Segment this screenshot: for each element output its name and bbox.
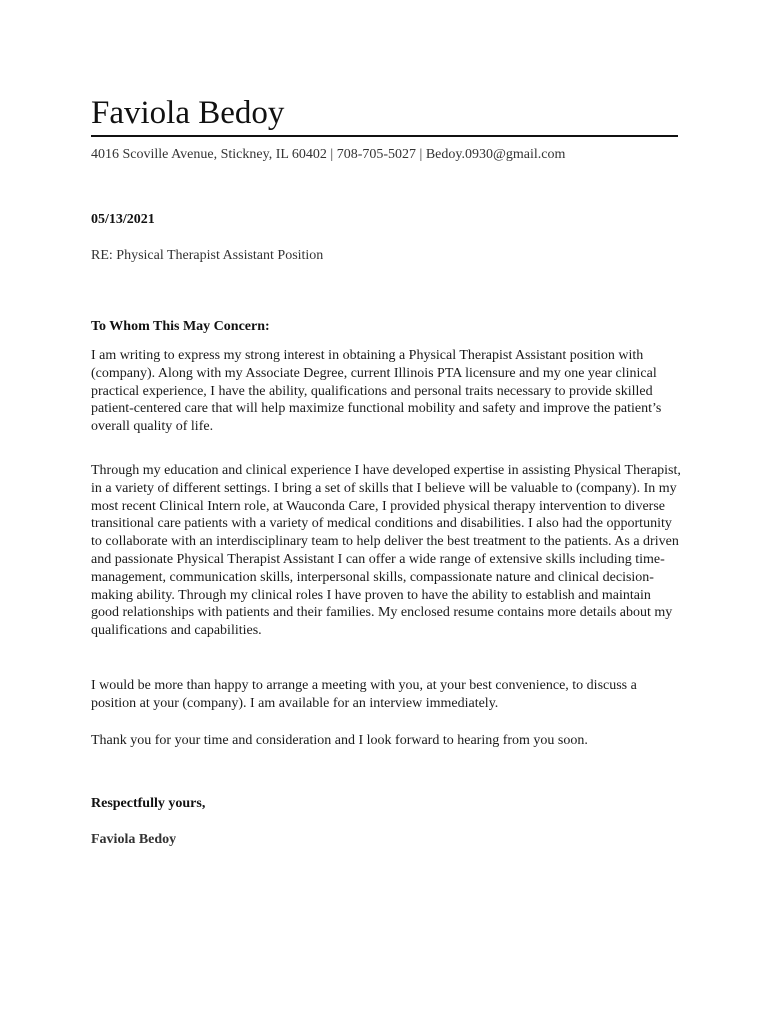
closing: Respectfully yours, bbox=[91, 796, 206, 811]
sender-name: Faviola Bedoy bbox=[91, 95, 285, 131]
body-paragraph-3: I would be more than happy to arrange a meeting with you, at your best convenience, to discuss a position at your (company). I am available for an interview immediately. bbox=[91, 678, 637, 711]
body-paragraph-4: Thank you for your time and consideration and I look forward to hearing from you soon. bbox=[91, 733, 588, 748]
subject-line: RE: Physical Therapist Assistant Position bbox=[91, 248, 324, 263]
salutation: To Whom This May Concern: bbox=[91, 319, 270, 334]
header-divider bbox=[91, 135, 678, 137]
contact-info: 4016 Scoville Avenue, Stickney, IL 60402 | 708-705-5027 | Bedoy.0930@gmail.com bbox=[91, 147, 566, 162]
body-paragraph-1: I am writing to express my strong interest in obtaining a Physical Therapist Assistant position with (company). Along with my Associate Degree, current Illinois PTA licensure and my one year clinical practical experience, I have the ability, qualifications and personal traits necessary to provide skilled patient-centered care that will help maximize functional mobility and safety and improve the patient’s overall quality of life. bbox=[91, 348, 662, 435]
body-paragraph-2: Through my education and clinical experience I have developed expertise in assisting Physical Therapist, in a variety of different settings. I bring a set of skills that I believe will be valuable to (company). In my most recent Clinical Intern role, at Wauconda Care, I provided physical therapy intervention to diverse transitional care patients with a variety of medical conditions and disabilities. I also had the opportunity to collaborate with an interdisciplinary team to help deliver the best treatment to the patients. As a driven and passionate Physical Therapist Assistant I can offer a wide range of extensive skills including time-management, communication skills, interpersonal skills, compassionate nature and clinical decision-making ability. Through my clinical roles I have proven to have the ability to establish and maintain good relationships with patients and their families. My enclosed resume contains more details about my qualifications and capabilities. bbox=[91, 463, 681, 639]
letter-date: 05/13/2021 bbox=[91, 212, 155, 227]
signature-name: Faviola Bedoy bbox=[91, 832, 177, 847]
